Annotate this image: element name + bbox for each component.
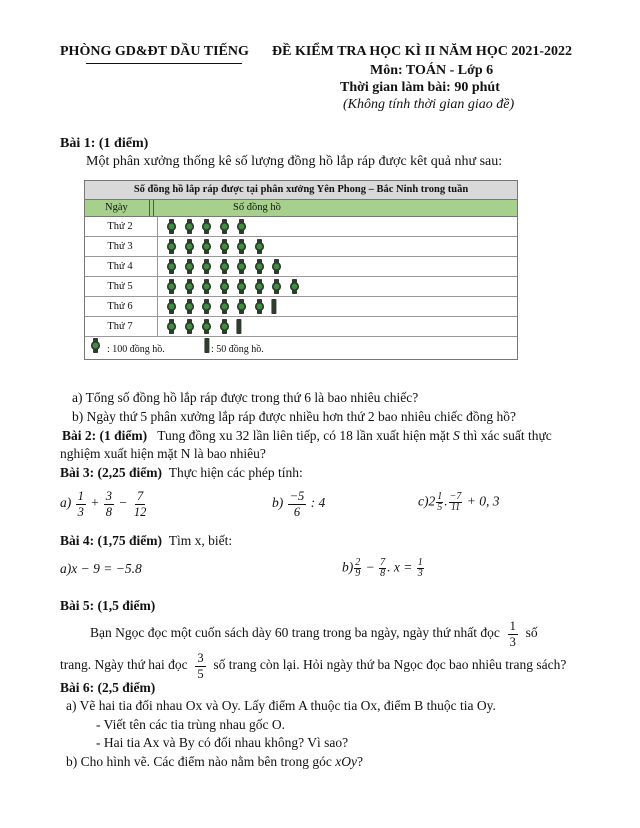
header-divider [153, 200, 154, 216]
operator: . [444, 493, 448, 509]
bai5-text: Bạn Ngọc đọc một cuốn sách dày 60 trang trong ba ngày, ngày thứ nhất đọc [90, 625, 500, 641]
operator: : 4 [310, 495, 326, 511]
watch-icon [235, 259, 248, 274]
watch-icon [235, 239, 248, 254]
bai3-c-label: c) [418, 493, 429, 509]
watch-icon [165, 279, 178, 294]
row-divider [157, 297, 158, 316]
exam-title: ĐỀ KIỂM TRA HỌC KÌ II NĂM HỌC 2021-2022 [272, 44, 572, 59]
bai4-expr-b [342, 558, 425, 579]
watch-icon [183, 279, 196, 294]
header-divider [149, 200, 150, 216]
watch-icon [183, 299, 196, 314]
watch-icon [183, 259, 196, 274]
fraction: $\frac{1}{5}$ [437, 491, 443, 513]
exam-time: Thời gian làm bài: 90 phút [340, 80, 500, 95]
table-header [85, 200, 517, 217]
bai5-text: trang. Ngày thứ hai đọc [60, 657, 188, 673]
watch-icon [165, 259, 178, 274]
bai4-title: Bài 4: (1,75 điểm) [60, 533, 162, 548]
watch-icon [270, 259, 283, 274]
bai1-question-b: b) Ngày thứ 5 phân xưởng lắp ráp được nhiều hơn thứ 2 bao nhiêu chiếc đồng hồ? [72, 409, 516, 424]
bai6-a1: - Viết tên các tia trùng nhau gốc O. [96, 717, 285, 732]
bai2-s: S [452, 428, 460, 443]
watch-icon [253, 239, 266, 254]
bai2-title: Bài 2: (1 điểm) [62, 428, 148, 443]
bai3-header [60, 465, 303, 481]
watch-icon [235, 299, 248, 314]
school-name: PHÒNG GD&ĐT DẦU TIẾNG [60, 44, 249, 59]
watch-icon [165, 299, 178, 314]
watch-icon [253, 259, 266, 274]
row-divider [157, 217, 158, 236]
watch-icon [200, 299, 213, 314]
half-watch-icon [235, 319, 242, 334]
bai4-desc: Tìm x, biết: [168, 533, 233, 548]
table-row [85, 237, 517, 257]
watch-icon [235, 279, 248, 294]
watch-icon [183, 239, 196, 254]
bai3-a-label: a) [60, 495, 72, 511]
bai3-b-label: b) [272, 495, 284, 511]
legend-half-label: : 50 đồng hồ. [211, 344, 264, 355]
row-day-label: Thứ 6 [107, 301, 133, 312]
operator: . x = [387, 559, 413, 575]
legend-full-label: : 100 đồng hồ. [107, 344, 165, 355]
table-row [85, 317, 517, 337]
bai5-text: số trang còn lại. Hỏi ngày thứ ba Ngọc đọc bao nhiêu trang sách? [213, 657, 567, 673]
operator: − [365, 559, 375, 575]
watch-icon [183, 219, 196, 234]
watch-icon [165, 219, 178, 234]
watch-icon [235, 219, 248, 234]
bai3-expr-a [60, 490, 149, 518]
bai6-a: a) Vẽ hai tia đối nhau Ox và Oy. Lấy điểm A thuộc tia Ox, điểm B thuộc tia Oy. [66, 698, 496, 713]
row-divider [157, 317, 158, 336]
watch-icon [89, 338, 102, 353]
bai5-title: Bài 5: (1,5 điểm) [60, 598, 156, 613]
bai6-b-text: b) Cho hình vẽ. Các điểm nào nằm bên trong góc [66, 754, 336, 769]
watch-icon [165, 239, 178, 254]
fraction: $\frac{3}{5}$ [197, 651, 204, 681]
bai1-title: Bài 1: (1 điểm) [60, 136, 149, 151]
row-day-label: Thứ 4 [107, 261, 133, 272]
bai2-text2: thì xác suất thực [459, 428, 552, 443]
subject: Môn: TOÁN - Lớp 6 [370, 63, 494, 78]
bai5-text: số [525, 625, 538, 641]
bai3-title: Bài 3: (2,25 điểm) [60, 465, 162, 480]
fraction: $\frac{7}{8}$ [380, 557, 386, 579]
operator: + 0, 3 [466, 493, 500, 509]
fraction: $\frac{7}{12}$ [133, 489, 147, 519]
col-day-label: Ngày [105, 202, 128, 213]
bai6-a2: - Hai tia Ax và By có đối nhau không? Vì sao? [96, 735, 349, 750]
row-day-label: Thứ 5 [107, 281, 133, 292]
watch-icon [253, 299, 266, 314]
col-count-label: Số đồng hồ [233, 202, 281, 213]
watch-icon [218, 319, 231, 334]
fraction: $\frac{-5}{6}$ [289, 489, 305, 519]
bai6-title: Bài 6: (2,5 điểm) [60, 680, 156, 695]
fraction: $\frac{3}{8}$ [105, 489, 112, 519]
exam-note: (Không tính thời gian giao đề) [343, 97, 515, 112]
watch-icon [218, 219, 231, 234]
half-watch-icon [203, 338, 210, 353]
fraction: $\frac{1}{3}$ [77, 489, 84, 519]
table-row [85, 297, 517, 317]
bai2-text1: Tung đồng xu 32 lần liên tiếp, có 18 lần xuất hiện mặt [157, 428, 453, 443]
bai5-line1 [90, 620, 538, 648]
watch-icon [218, 259, 231, 274]
watch-icon [200, 319, 213, 334]
watch-icon [288, 279, 301, 294]
row-divider [157, 237, 158, 256]
bai1-question-a: a) Tổng số đồng hồ lắp ráp được trong thứ 6 là bao nhiêu chiếc? [72, 390, 419, 405]
bai5-line2 [60, 652, 566, 680]
fraction: $\frac{-7}{11}$ [449, 491, 462, 513]
bai2-line1 [62, 428, 552, 444]
table-legend [85, 340, 517, 358]
operator: − [118, 495, 128, 511]
watch-icon [183, 319, 196, 334]
fraction: $\frac{1}{3}$ [509, 619, 516, 649]
table-row [85, 277, 517, 297]
bai4-expr-a: a)x − 9 = −5.8 [60, 561, 142, 576]
row-day-label: Thứ 2 [107, 221, 133, 232]
fraction: $\frac{2}{9}$ [355, 557, 361, 579]
row-divider [157, 257, 158, 276]
bai6-b-end: ? [356, 754, 363, 769]
table-row [85, 257, 517, 277]
watch-icon [200, 279, 213, 294]
watch-icon [200, 239, 213, 254]
header-underline [86, 63, 242, 64]
row-day-label: Thứ 7 [107, 321, 133, 332]
watch-icon [218, 279, 231, 294]
operator: + [90, 495, 100, 511]
watch-icon [253, 279, 266, 294]
pictograph-table [84, 180, 518, 360]
bai6-b-angle: xOy [335, 754, 357, 769]
watch-icon [200, 259, 213, 274]
bai1-intro: Một phân xưởng thống kê số lượng đồng hồ lắp ráp được kêt quả như sau: [86, 154, 503, 169]
fraction: $\frac{1}{3}$ [417, 557, 423, 579]
row-day-label: Thứ 3 [107, 241, 133, 252]
half-watch-icon [270, 299, 277, 314]
watch-icon [218, 239, 231, 254]
bai3-expr-c [418, 492, 500, 513]
bai6-b [66, 754, 363, 770]
row-divider [157, 277, 158, 296]
watch-icon [218, 299, 231, 314]
bai2-line2: nghiệm xuất hiện mặt N là bao nhiêu? [60, 446, 266, 461]
watch-icon [270, 279, 283, 294]
watch-icon [165, 319, 178, 334]
table-title: Số đồng hồ lắp ráp được tại phân xưởng Yên Phong – Bắc Ninh trong tuần [85, 181, 517, 200]
bai3-expr-b [272, 490, 325, 518]
whole-part: 2 [428, 493, 436, 509]
watch-icon [200, 219, 213, 234]
table-row [85, 217, 517, 237]
bai3-desc: Thực hiện các phép tính: [168, 465, 303, 480]
bai4-header [60, 533, 232, 549]
bai4-b-label: b) [342, 559, 354, 575]
